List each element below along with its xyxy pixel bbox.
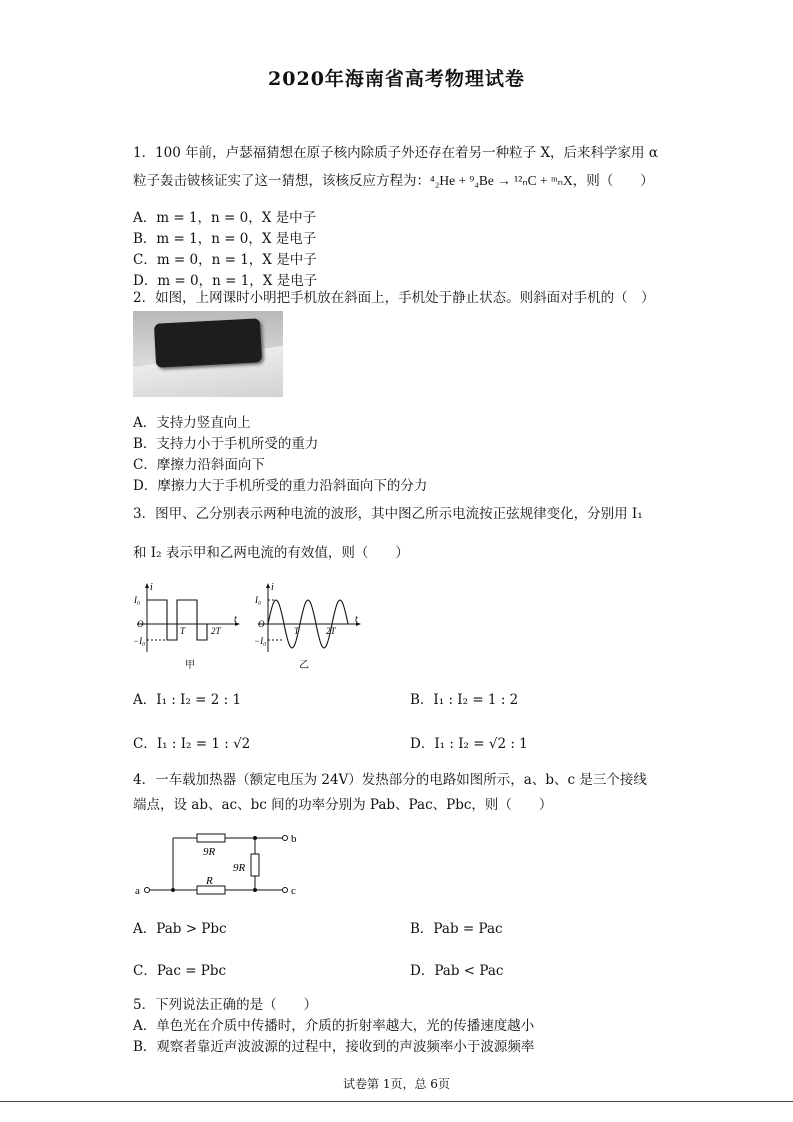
q5-option-a: A．单色光在介质中传播时，介质的折射率越大，光的传播速度越小 — [133, 1018, 535, 1034]
q3-option-c: C．I₁ : I₂ = 1 : √2 — [133, 736, 251, 752]
q5-option-b: B．观察者靠近声波波源的过程中，接收到的声波频率小于波源频率 — [133, 1039, 535, 1055]
q3-option-a: A．I₁ : I₂ = 2 : 1 — [133, 692, 242, 708]
q4-option-d: D．Pab < Pac — [410, 963, 504, 979]
phone-shape — [154, 318, 262, 367]
square-O-label: O — [137, 619, 144, 629]
phone-on-incline-photo — [133, 311, 283, 397]
resistor-right-label: 9R — [233, 862, 246, 874]
sine-I0-label: I₀ — [255, 595, 262, 605]
q4-option-b: B．Pab = Pac — [410, 921, 503, 937]
sine-T-label: T — [294, 626, 300, 636]
junction-bottom-right — [253, 888, 257, 892]
page-title: 2020年海南省高考物理试卷 — [268, 68, 525, 90]
resistor-bottom — [197, 886, 225, 894]
q1-stem-tail: ，则（ ） — [572, 173, 654, 189]
q1-option-d: D．m = 0，n = 1，X 是电子 — [133, 273, 318, 289]
q1-stem-line2 — [133, 172, 654, 190]
resistor-bottom-label: R — [206, 875, 213, 887]
square-i-label: i — [150, 582, 153, 593]
terminal-c — [283, 888, 288, 893]
q1-option-a: A．m = 1，n = 0，X 是中子 — [133, 210, 317, 226]
terminal-a — [145, 888, 150, 893]
sine-t-label: t — [355, 614, 358, 625]
q4-option-c: C．Pac = Pbc — [133, 963, 227, 979]
sine-i-arrow — [266, 583, 270, 588]
node-a-label: a — [135, 885, 140, 897]
sine-wave-figure — [254, 582, 364, 672]
q2-option-c: C．摩擦力沿斜面向下 — [133, 457, 265, 473]
square-I0-label: I₀ — [134, 595, 141, 605]
q2-option-d: D．摩擦力大于手机所受的重力沿斜面向下的分力 — [133, 478, 428, 494]
heater-circuit-diagram — [133, 826, 303, 898]
q4-option-a: A．Pab > Pbc — [133, 921, 227, 937]
square-wave-figure — [133, 582, 243, 672]
resistor-right — [251, 854, 259, 876]
q2-option-b: B．支持力小于手机所受的重力 — [133, 436, 319, 452]
sine-negI0-label: −I₀ — [254, 636, 267, 646]
q3-option-d: D．I₁ : I₂ = √2 : 1 — [410, 736, 528, 752]
square-i-arrow — [145, 583, 149, 588]
square-2T-label: 2T — [211, 626, 221, 636]
q1-stem-text: 粒子轰击铍核证实了这一猜想，该核反应方程为： — [133, 173, 430, 189]
resistor-top-label: 9R — [203, 846, 216, 858]
q2-option-a: A．支持力竖直向上 — [133, 415, 251, 431]
sine-2T-label: 2T — [326, 626, 336, 636]
junction-left — [171, 888, 175, 892]
q3-option-b: B．I₁ : I₂ = 1 : 2 — [410, 692, 519, 708]
q2-stem: 2．如图，上网课时小明把手机放在斜面上，手机处于静止状态。则斜面对手机的（ ） — [133, 290, 655, 306]
resistor-top — [197, 834, 225, 842]
sine-i-label: i — [271, 582, 274, 593]
square-t-label: t — [234, 614, 237, 625]
q5-stem: 5．下列说法正确的是（ ） — [133, 997, 318, 1013]
q4-stem-line1: 4．一车载加热器（额定电压为 24V）发热部分的电路如图所示，a、b、c 是三个接线 — [133, 772, 647, 788]
q1-option-b: B．m = 1，n = 0，X 是电子 — [133, 231, 317, 247]
q4-stem-line2: 端点，设 ab、ac、bc 间的功率分别为 Pab、Pac、Pbc，则（ ） — [133, 797, 553, 813]
sine-O-label: O — [258, 619, 265, 629]
q3-stem-line2: 和 I₂ 表示甲和乙两电流的有效值，则（ ） — [133, 545, 409, 561]
q1-equation: ⁴₂He + ⁹₄Be → ¹²ₙC + ᵐₙX — [430, 173, 573, 188]
footer-divider — [0, 1101, 793, 1102]
node-c-label: c — [291, 885, 296, 897]
fig-jia-label: 甲 — [185, 660, 195, 671]
terminal-b — [283, 836, 288, 841]
node-b-label: b — [291, 833, 297, 845]
square-negI0-label: −I₀ — [133, 636, 146, 646]
page-footer: 试卷第 1页，总 6页 — [343, 1077, 450, 1091]
fig-yi-label: 乙 — [299, 660, 309, 671]
square-T-label: T — [180, 626, 186, 636]
q3-stem-line1: 3．图甲、乙分别表示两种电流的波形，其中图乙所示电流按正弦规律变化，分别用 I₁ — [133, 506, 643, 522]
junction-top-right — [253, 836, 257, 840]
square-wave-line — [147, 600, 207, 640]
q1-stem-line1: 1．100 年前，卢瑟福猜想在原子核内除质子外还存在着另一种粒子 X，后来科学家用 α — [133, 145, 658, 161]
q1-option-c: C．m = 0，n = 1，X 是中子 — [133, 252, 317, 268]
